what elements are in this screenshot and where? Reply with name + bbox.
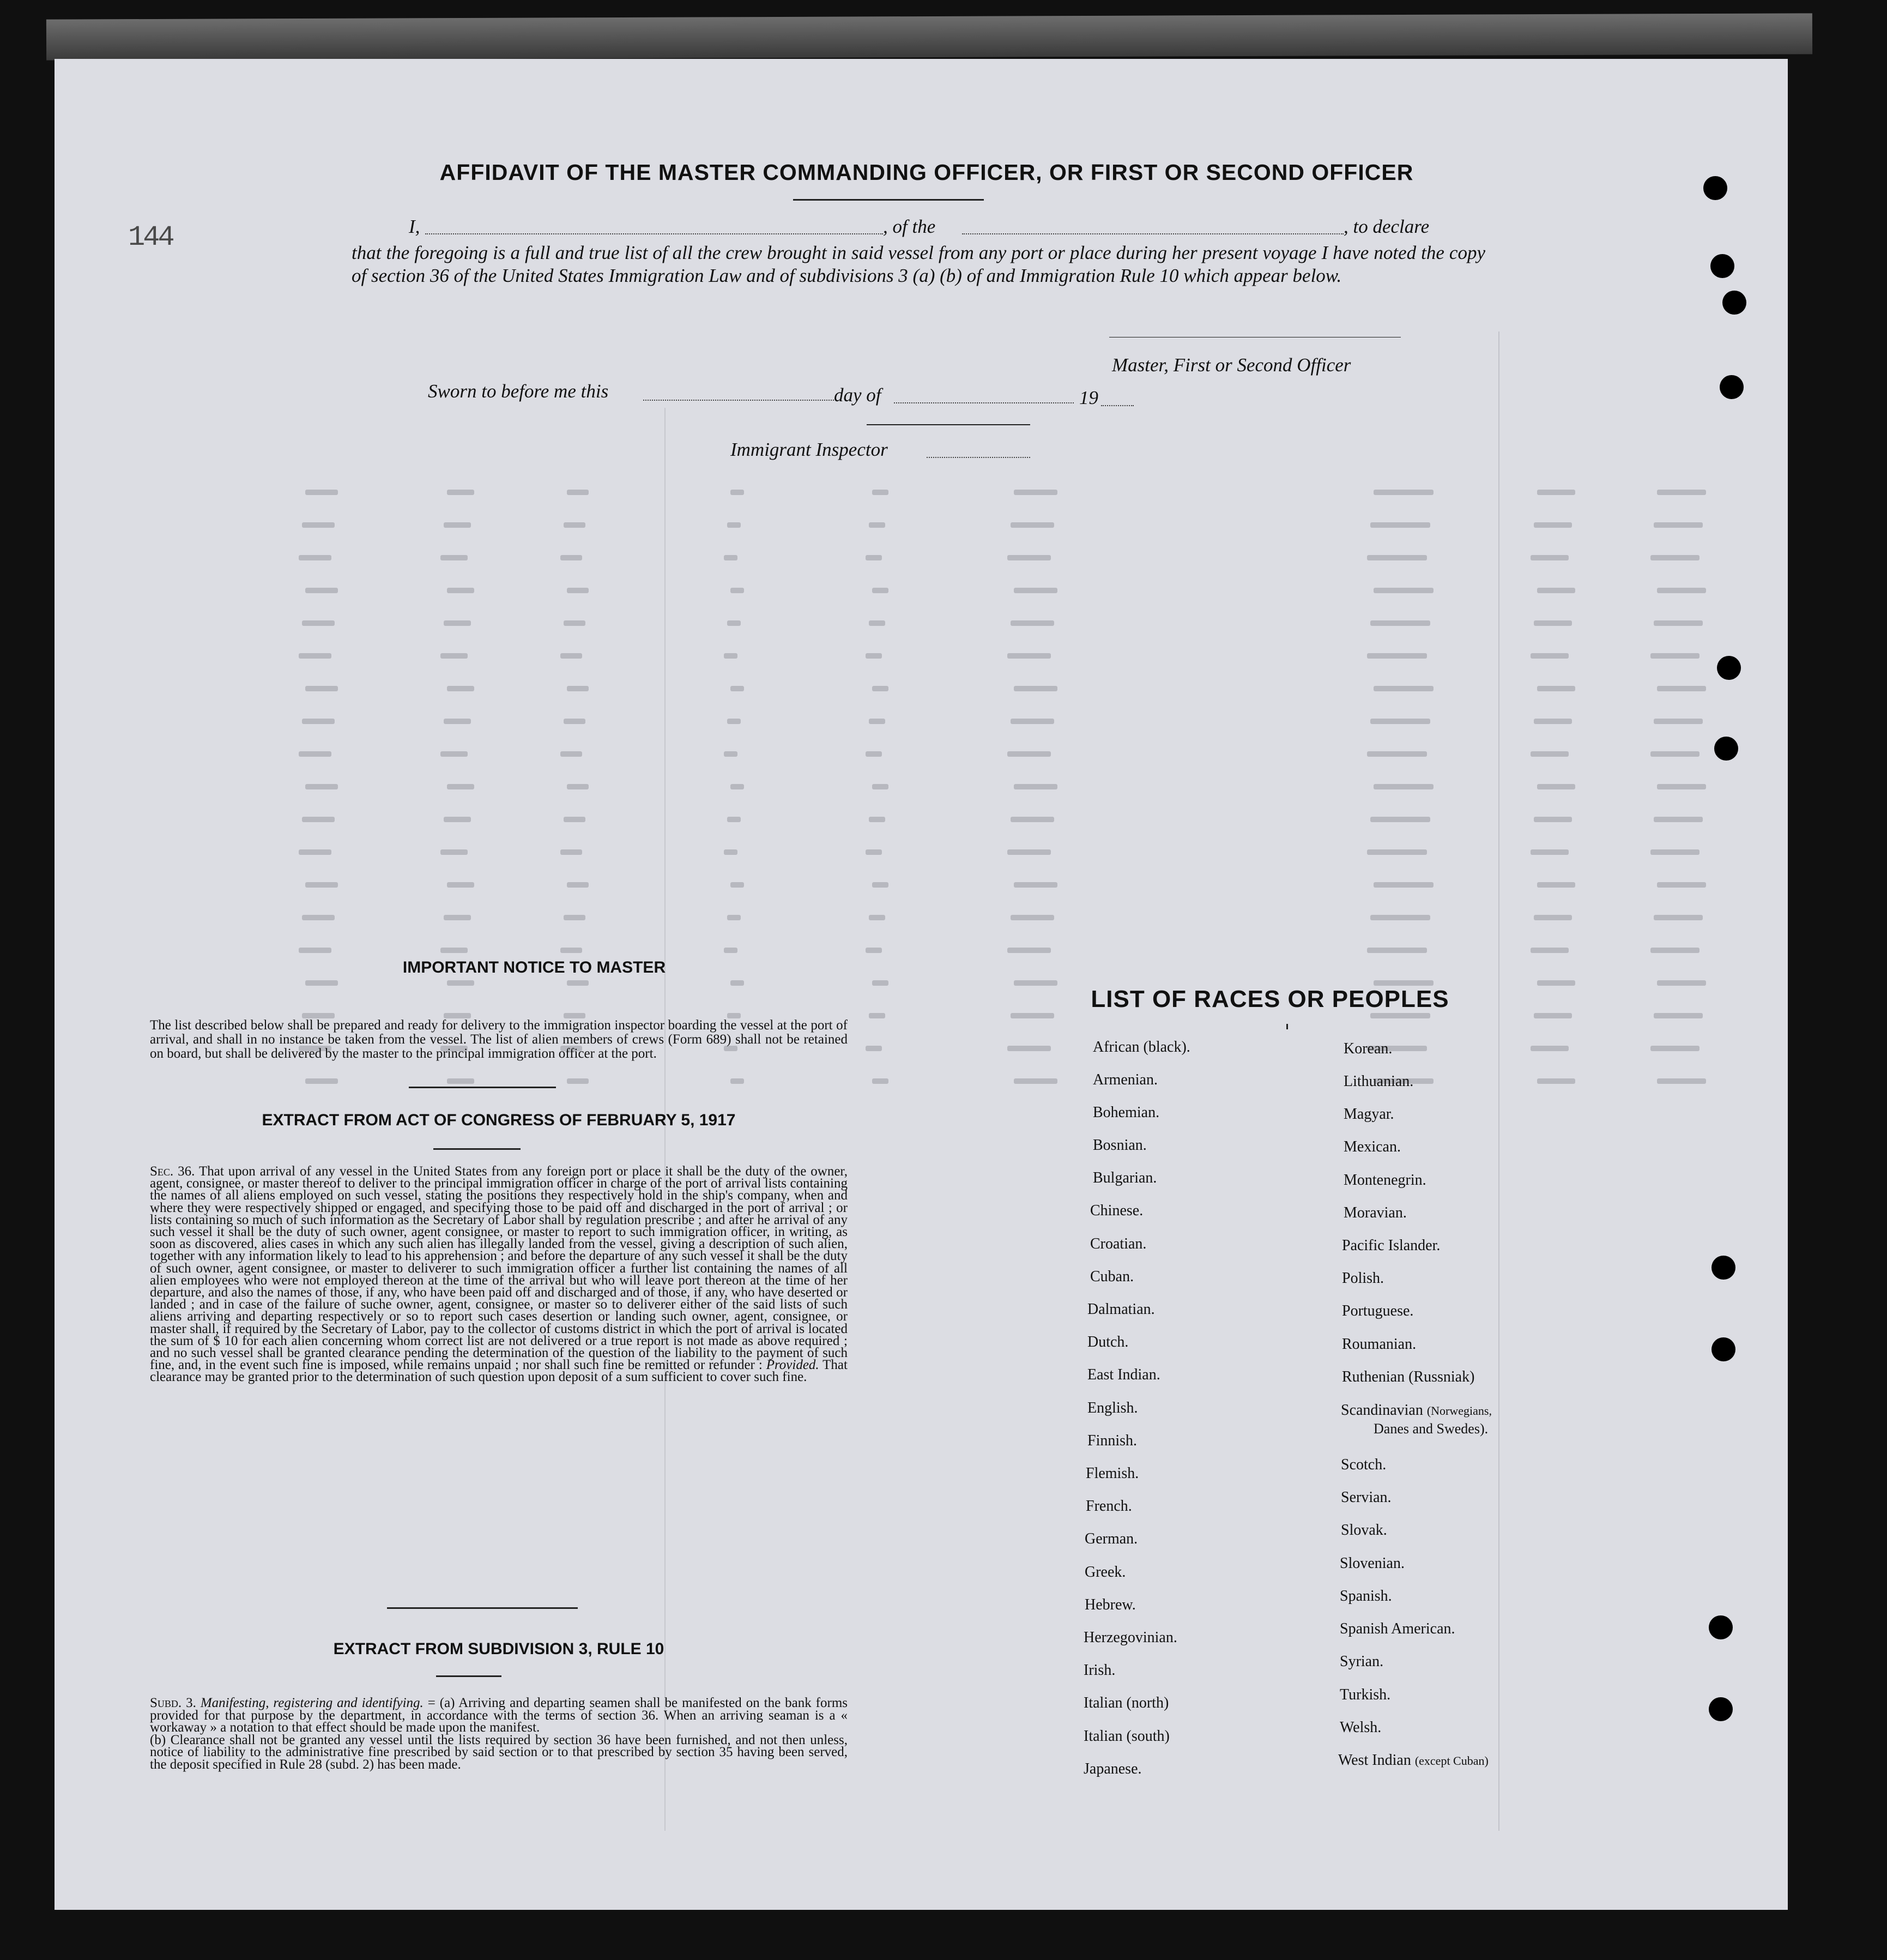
act-title: EXTRACT FROM ACT OF CONGRESS OF FEBRUARY 5, 1917 xyxy=(262,1111,736,1129)
race-right-19: Turkish. xyxy=(1340,1686,1391,1703)
race-left-17: Hebrew. xyxy=(1085,1596,1136,1613)
bleed-through-ghost-text xyxy=(55,59,1788,1910)
subdivision-body xyxy=(150,1697,848,1771)
notice-divider xyxy=(409,1087,556,1088)
race-left-5: Chinese. xyxy=(1090,1202,1144,1219)
race-right-21-label: West Indian xyxy=(1338,1752,1411,1769)
day-of-label: day of xyxy=(834,384,881,406)
subdivision-title-underline xyxy=(436,1675,501,1677)
sworn-label: Sworn to before me this xyxy=(428,381,609,402)
race-right-15: Slovenian. xyxy=(1340,1555,1405,1572)
races-title: LIST OF RACES OR PEOPLES xyxy=(1091,986,1449,1012)
margin-page-number: 144 xyxy=(128,221,173,254)
subdivision-heading: Manifesting, registering and identifying. xyxy=(200,1696,424,1710)
inspector-caption: Immigrant Inspector xyxy=(730,439,888,460)
binder-hole xyxy=(1722,291,1746,315)
binder-hole xyxy=(1709,1697,1733,1721)
race-right-20: Welsh. xyxy=(1340,1719,1382,1736)
act-divider xyxy=(387,1607,578,1609)
act-section-text: That upon arrival of any vessel in the United States from any foreign port or place it shall be the duty of the owner, agent, consignee, or master thereof to deliver to the principal immigration officer in charge of the port of arrival lists containing the names of all aliens employed on such vessel, stating the positions they respectively hold in the ship's company, when and where they were respectively shipped or engaged, and specifying those to be paid off and discharged in the port of arrival ; or lists containing so much of such information as the Secretary of Labor shall by regulation prescribe ; and after he arrival of any such vessel it shall be the duty of such owner, agent consignee, or master to report to such immigration officer, in writing, as soon as discovered, alies cases in which any such alien has illegally landed from the vessel, giving a description of such alien, together with any information likely to lead to his apprehension ; and before the departure of any such vessel it shall be the duty of such owner, agent consignee, or master to deliverer to such immigration officer a further list containing the names of all alien employees who were not employed thereon at the time of the arrival but who will leave port thereon at the time of her departure, and also the names of those, if any, who have been paid off and discharged and of those, if any, who have deserted or landed ; and in case of the failure of suche owner, agent, consignee, or master so to deliverer either of the said lists of such aliens arriving and departing respectively or so to report such cases desertion or landing such owner, agent, consignee, or master shall, if required by the Secretary of Labor, pay to the collector of customs district in which the port of arrival is located the sum of $ 10 for each alien concerning whom correct list are not delivered or a true report is not made as above required ; and no such vessel shall be granted clearance pending the determination of the question of the liability to the payment of such fine, and, in the event such fine is imposed, while remains unpaid ; nor shall such fine be remitted or refunder : xyxy=(150,1164,848,1373)
binder-hole xyxy=(1710,254,1734,278)
race-left-11: English. xyxy=(1087,1400,1138,1416)
affidavit-of-the-label: , of the xyxy=(883,216,936,237)
binder-hole xyxy=(1709,1615,1733,1639)
act-title-underline xyxy=(433,1148,521,1150)
scanner-edge-strip xyxy=(46,13,1812,60)
race-right-8: Portuguese. xyxy=(1342,1302,1414,1319)
act-section-text-end: That clearance may be granted prior to the determination of such question upon deposit of a sum sufficient to cover such fine. xyxy=(150,1358,848,1385)
race-right-11-note2: Danes and Swedes). xyxy=(1374,1421,1489,1437)
race-right-21-note: (except Cuban) xyxy=(1414,1754,1489,1768)
subdivision-text-a: = (a) Arriving and departing seamen shall be manifested on the bank forms provided for that purpose by the department, in accordance with the terms of section 36. When an arriving seaman is a « workaway » a notation to that effect should be made upon the manifest. xyxy=(150,1696,848,1735)
binder-hole xyxy=(1717,743,1733,759)
title-underline xyxy=(793,199,984,201)
race-right-9: Roumanian. xyxy=(1342,1336,1417,1353)
binder-hole xyxy=(1703,176,1727,200)
race-right-11 xyxy=(1341,1402,1492,1419)
affidavit-to-declare-label: , to declare xyxy=(1344,216,1430,237)
race-right-2: Magyar. xyxy=(1344,1106,1394,1123)
race-left-1: Armenian. xyxy=(1093,1071,1158,1088)
race-right-1: Lithuanian. xyxy=(1344,1073,1414,1090)
race-left-4: Bulgarian. xyxy=(1093,1169,1157,1186)
race-left-12: Finnish. xyxy=(1087,1432,1138,1449)
race-left-14: French. xyxy=(1086,1498,1132,1515)
affidavit-name-line xyxy=(425,233,883,234)
race-left-7: Cuban. xyxy=(1090,1268,1134,1285)
race-right-11-label: Scandinavian xyxy=(1341,1402,1423,1419)
race-left-0: African (black). xyxy=(1093,1039,1190,1056)
binder-hole xyxy=(1711,1337,1735,1361)
race-left-16: Greek. xyxy=(1085,1564,1126,1581)
master-signature-caption: Master, First or Second Officer xyxy=(1112,354,1351,376)
race-right-0: Korean. xyxy=(1344,1040,1393,1057)
race-right-4: Montenegrin. xyxy=(1344,1172,1426,1189)
race-left-22: Japanese. xyxy=(1084,1760,1142,1777)
notice-title: IMPORTANT NOTICE TO MASTER xyxy=(402,958,666,976)
race-right-21 xyxy=(1338,1752,1489,1769)
race-left-2: Bohemian. xyxy=(1093,1104,1160,1121)
inspector-tail-line xyxy=(927,457,1030,458)
document-page xyxy=(55,59,1788,1910)
race-left-20: Italian (north) xyxy=(1084,1694,1169,1711)
race-right-12: Scotch. xyxy=(1341,1456,1387,1473)
notice-body: The list described below shall be prepared and ready for delivery to the immigration inspector boarding the vessel at the port of arrival, and shall in no instance be taken from the vessel. The list of alien members of crews (Form 689) shall not be retained on board, but shall be delivered by the master to the principal immigration officer at the port. xyxy=(150,1018,848,1061)
race-right-7: Polish. xyxy=(1342,1270,1384,1287)
race-right-11-note: (Norwegians, xyxy=(1426,1404,1492,1418)
act-provided-word: Provided. xyxy=(766,1358,819,1373)
race-left-3: Bosnian. xyxy=(1093,1137,1147,1154)
race-left-10: East Indian. xyxy=(1087,1366,1160,1383)
race-right-5: Moravian. xyxy=(1344,1204,1407,1221)
sworn-month-line xyxy=(894,402,1074,403)
binder-hole xyxy=(1717,656,1741,680)
subdivision-label: Subd. 3. xyxy=(150,1696,196,1710)
subdivision-title: EXTRACT FROM SUBDIVISION 3, RULE 10 xyxy=(333,1640,664,1658)
affidavit-vessel-line xyxy=(962,233,1344,234)
race-right-14: Slovak. xyxy=(1341,1522,1387,1539)
race-left-18: Herzegovinian. xyxy=(1084,1629,1177,1646)
race-left-6: Croatian. xyxy=(1090,1235,1147,1252)
race-right-17: Spanish American. xyxy=(1340,1620,1455,1637)
race-left-9: Dutch. xyxy=(1087,1334,1129,1350)
race-left-15: German. xyxy=(1085,1530,1138,1547)
affidavit-body: that the foregoing is a full and true list of all the crew brought in said vessel from any port or place during her present voyage I have noted the copy of section 36 of the United States Immigration Law and of subdivisions 3 (a) (b) of and Immigration Rule 10 which appear below. xyxy=(352,242,1485,286)
act-section-36-body xyxy=(150,1166,848,1384)
sworn-year-line xyxy=(1101,405,1134,406)
inspector-signature-line xyxy=(867,424,1030,425)
race-right-6: Pacific Islander. xyxy=(1342,1237,1441,1254)
binder-hole xyxy=(1720,375,1744,399)
year-prefix: 19 xyxy=(1079,387,1098,408)
race-right-18: Syrian. xyxy=(1340,1653,1384,1670)
subdivision-text-b: (b) Clearance shall not be granted any vessel until the lists required by section 36 have been furnished, and not then unless, notice of liability to the administrative fine prescribed by said section or to that prescribed by section 35 having been served, the deposit specified in Rule 28 (subd. 2) has been made. xyxy=(150,1732,848,1772)
races-underline xyxy=(1286,1024,1290,1029)
race-right-16: Spanish. xyxy=(1340,1588,1392,1605)
race-left-21: Italian (south) xyxy=(1084,1728,1170,1745)
sworn-day-line xyxy=(643,400,834,401)
race-right-3: Mexican. xyxy=(1344,1138,1401,1155)
race-right-10: Ruthenian (Russniak) xyxy=(1342,1368,1475,1385)
affidavit-i-label: I, xyxy=(409,216,420,237)
race-left-13: Flemish. xyxy=(1086,1465,1139,1482)
binder-hole xyxy=(1711,1256,1735,1280)
race-right-13: Servian. xyxy=(1341,1489,1392,1506)
act-section-label: Sec. 36. xyxy=(150,1164,195,1179)
race-left-8: Dalmatian. xyxy=(1087,1301,1155,1318)
race-left-19: Irish. xyxy=(1084,1662,1116,1679)
affidavit-title: AFFIDAVIT OF THE MASTER COMMANDING OFFICER, OR FIRST OR SECOND OFFICER xyxy=(439,160,1414,185)
